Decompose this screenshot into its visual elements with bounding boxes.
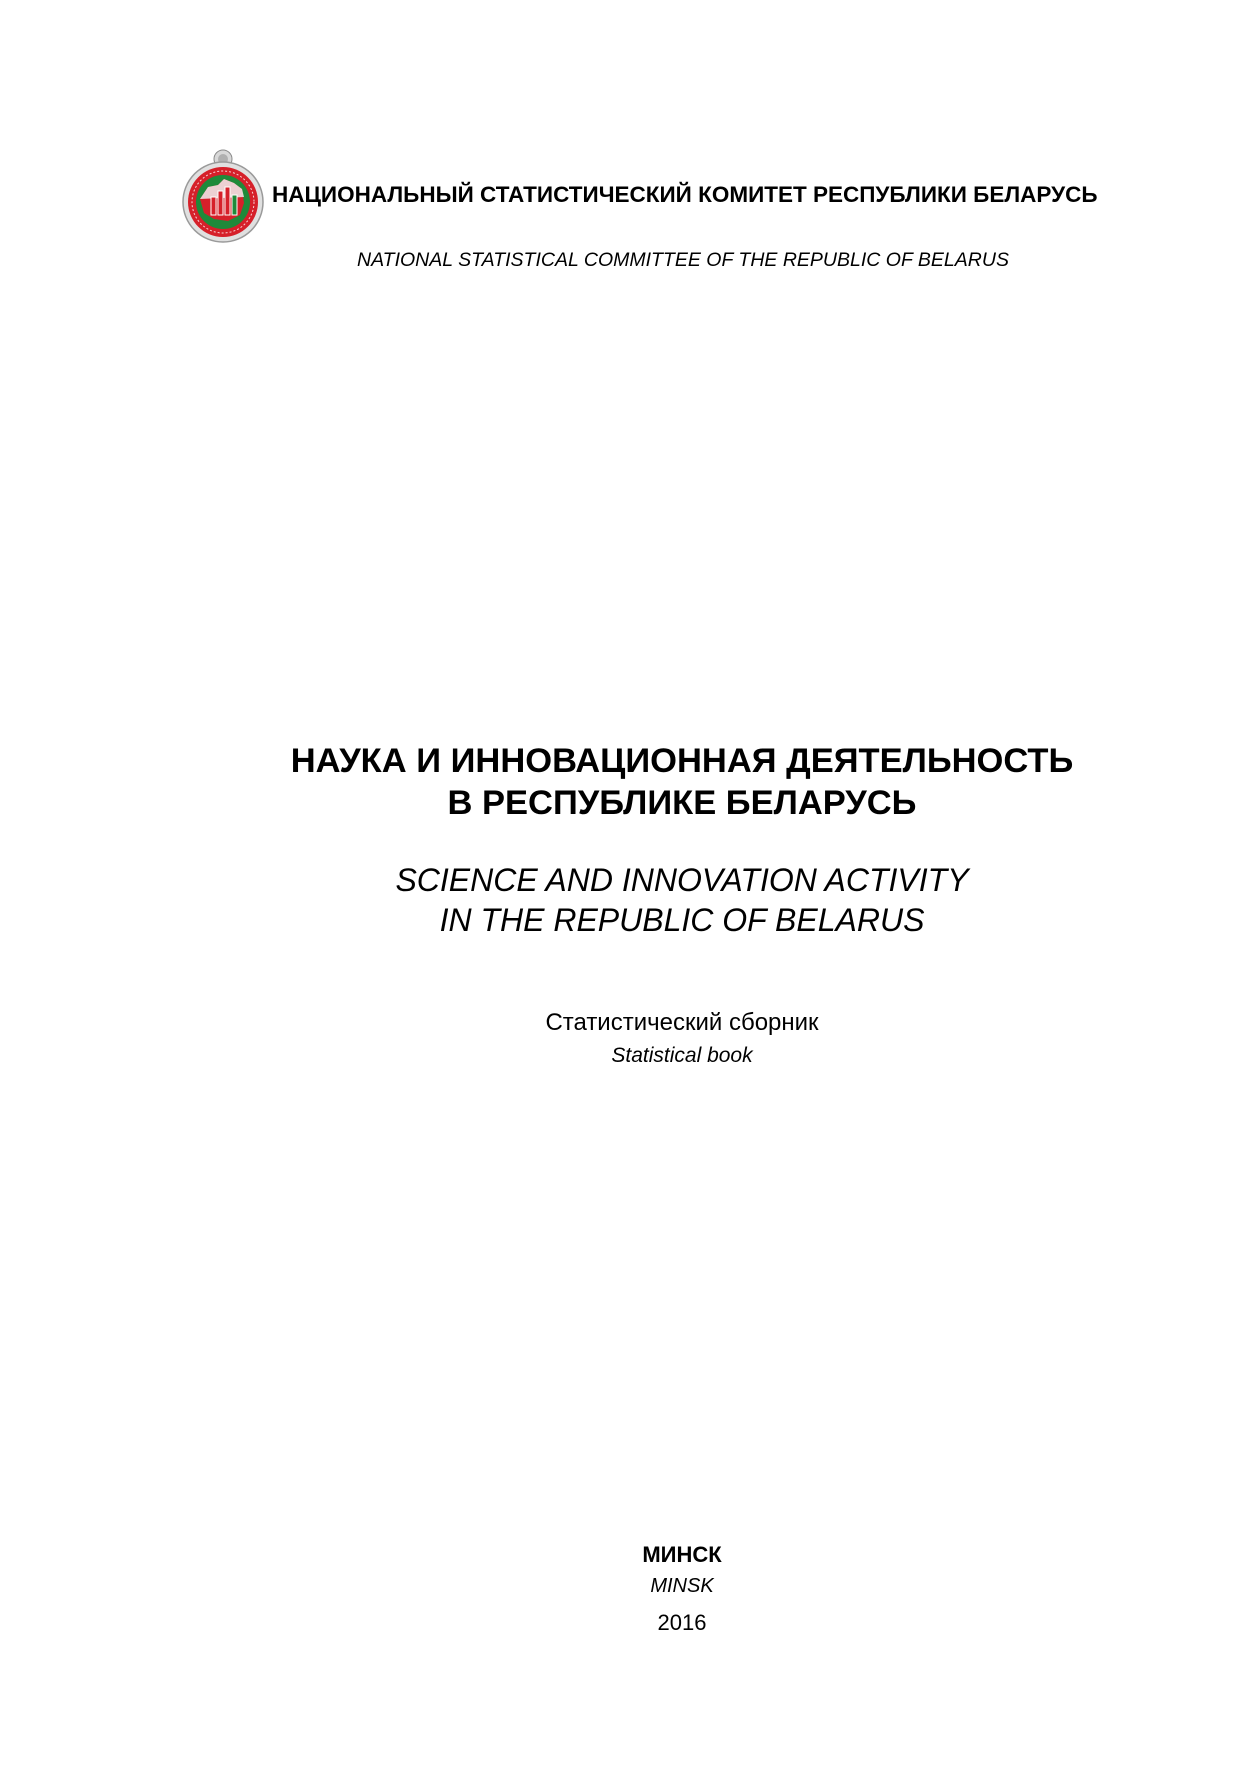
header	[178, 147, 1098, 243]
title-en	[0, 860, 1257, 940]
organization-name-ru: НАЦИОНАЛЬНЫЙ СТАТИСТИЧЕСКИЙ КОМИТЕТ РЕСПУБЛИКИ БЕЛАРУСЬ	[272, 182, 1098, 207]
belstat-emblem-icon	[178, 147, 268, 243]
city-en: MINSK	[650, 1575, 714, 1597]
publication-type-ru: Статистический сборник	[545, 1009, 819, 1036]
title-en-line-2: IN THE REPUBLIC OF BELARUS	[439, 902, 925, 938]
city-ru: МИНСК	[642, 1542, 722, 1567]
publication-type-en: Statistical book	[611, 1044, 753, 1067]
title-en-line-1: SCIENCE AND INNOVATION ACTIVITY	[395, 862, 969, 898]
publication-year: 2016	[657, 1610, 707, 1635]
title-ru	[0, 740, 1257, 824]
title-ru-line-1: НАУКА И ИННОВАЦИОННАЯ ДЕЯТЕЛЬНОСТЬ	[290, 742, 1074, 780]
title-ru-line-2: В РЕСПУБЛИКЕ БЕЛАРУСЬ	[447, 784, 917, 822]
organization-name-en: NATIONAL STATISTICAL COMMITTEE OF THE REPUBLIC OF BELARUS	[357, 249, 1009, 271]
